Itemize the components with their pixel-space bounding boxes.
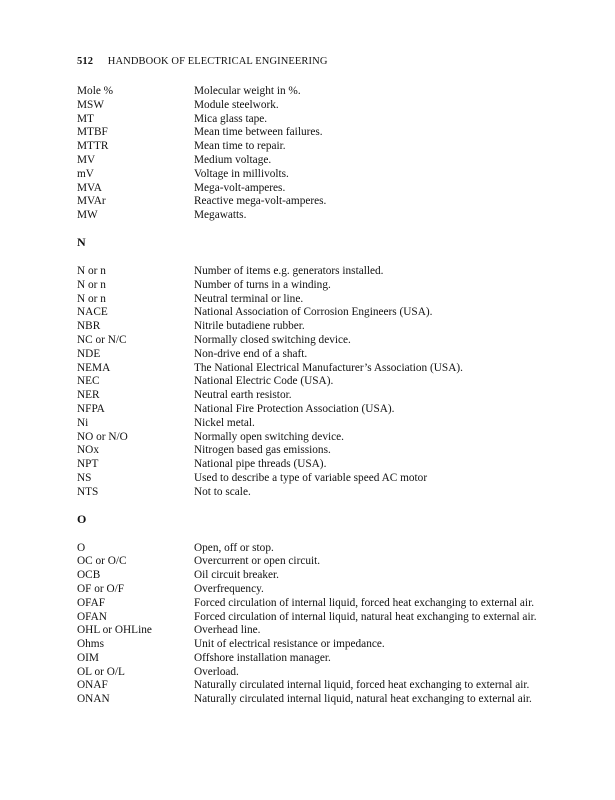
glossary-entry xyxy=(77,168,557,182)
abbreviation-definition: Normally open switching device. xyxy=(194,430,344,443)
abbreviation-term: NBR xyxy=(77,320,101,333)
glossary-entry xyxy=(77,348,557,362)
abbreviation-definition: Forced circulation of internal liquid, natural heat exchanging to external air. xyxy=(194,610,537,623)
abbreviation-term: OHL or OHLine xyxy=(77,624,152,637)
glossary-entry xyxy=(77,154,557,168)
abbreviation-definition: National pipe threads (USA). xyxy=(194,458,327,471)
abbreviation-definition: Open, off or stop. xyxy=(194,541,274,554)
abbreviation-list xyxy=(77,85,557,707)
glossary-entry xyxy=(77,126,557,140)
glossary-entry xyxy=(77,542,557,556)
abbreviation-definition: Overcurrent or open circuit. xyxy=(194,555,321,568)
abbreviation-definition: Unit of electrical resistance or impedance. xyxy=(194,638,385,651)
abbreviation-term: ONAF xyxy=(77,679,108,692)
abbreviation-definition: Megawatts. xyxy=(194,209,247,222)
abbreviation-term: N or n xyxy=(77,264,106,277)
glossary-entry xyxy=(77,417,557,431)
abbreviation-definition: Neutral terminal or line. xyxy=(194,292,304,305)
abbreviation-term: NPT xyxy=(77,458,99,471)
abbreviation-definition: Not to scale. xyxy=(194,485,251,498)
abbreviation-definition: Reactive mega-volt-amperes. xyxy=(194,195,327,208)
glossary-entry xyxy=(77,113,557,127)
abbreviation-definition: Voltage in millivolts. xyxy=(194,167,289,180)
glossary-entry xyxy=(77,458,557,472)
glossary-entry xyxy=(77,597,557,611)
abbreviation-term: NACE xyxy=(77,306,108,319)
abbreviation-term: MT xyxy=(77,112,94,125)
abbreviation-term: MV xyxy=(77,153,96,166)
abbreviation-term: Ohms xyxy=(77,638,104,651)
book-title: HANDBOOK OF ELECTRICAL ENGINEERING xyxy=(107,56,328,67)
abbreviation-term: MTTR xyxy=(77,140,109,153)
glossary-entry xyxy=(77,679,557,693)
glossary-entry xyxy=(77,486,557,500)
abbreviation-term: mV xyxy=(77,167,94,180)
abbreviation-term: MVAr xyxy=(77,195,106,208)
abbreviation-definition: Nitrogen based gas emissions. xyxy=(194,444,331,457)
glossary-entry xyxy=(77,472,557,486)
abbreviation-term: OFAF xyxy=(77,596,106,609)
abbreviation-term: OCB xyxy=(77,569,101,582)
abbreviation-definition: National Association of Corrosion Engineers (USA). xyxy=(194,306,433,319)
abbreviation-definition: Overload. xyxy=(194,665,239,678)
abbreviation-term: N or n xyxy=(77,278,106,291)
abbreviation-term: N or n xyxy=(77,292,106,305)
abbreviation-term: NTS xyxy=(77,485,99,498)
abbreviation-term: NEC xyxy=(77,375,100,388)
abbreviation-definition: Module steelwork. xyxy=(194,98,279,111)
abbreviation-definition: Nickel metal. xyxy=(194,416,255,429)
abbreviation-definition: Number of items e.g. generators installed. xyxy=(194,264,384,277)
abbreviation-term: NO or N/O xyxy=(77,430,128,443)
abbreviation-term: OC or O/C xyxy=(77,555,127,568)
abbreviation-term: Mole % xyxy=(77,85,114,97)
abbreviation-definition: Naturally circulated internal liquid, natural heat exchanging to external air. xyxy=(194,693,532,706)
abbreviation-term: ONAN xyxy=(77,693,110,706)
glossary-entry xyxy=(77,85,557,99)
abbreviation-term: MW xyxy=(77,209,98,222)
abbreviation-definition: Normally closed switching device. xyxy=(194,333,351,346)
glossary-entry xyxy=(77,583,557,597)
glossary-entry xyxy=(77,444,557,458)
abbreviation-term: OFAN xyxy=(77,610,107,623)
abbreviation-definition: Mica glass tape. xyxy=(194,112,268,125)
abbreviation-term: NC or N/C xyxy=(77,333,127,346)
abbreviation-definition: Naturally circulated internal liquid, forced heat exchanging to external air. xyxy=(194,679,530,692)
glossary-entry xyxy=(77,362,557,376)
abbreviation-definition: Oil circuit breaker. xyxy=(194,569,280,582)
abbreviation-definition: Forced circulation of internal liquid, forced heat exchanging to external air. xyxy=(194,596,535,609)
abbreviation-definition: Molecular weight in %. xyxy=(194,85,301,97)
abbreviation-definition: Nitrile butadiene rubber. xyxy=(194,320,305,333)
glossary-entry xyxy=(77,652,557,666)
abbreviation-definition: Medium voltage. xyxy=(194,153,272,166)
abbreviation-term: OIM xyxy=(77,651,99,664)
glossary-entry xyxy=(77,293,557,307)
abbreviation-term: O xyxy=(77,541,86,554)
glossary-entry xyxy=(77,99,557,113)
glossary-entry xyxy=(77,334,557,348)
abbreviation-term: MTBF xyxy=(77,126,108,139)
glossary-entry xyxy=(77,624,557,638)
abbreviation-term: MVA xyxy=(77,181,102,194)
glossary-entry xyxy=(77,693,557,707)
glossary-entry xyxy=(77,375,557,389)
abbreviation-term: OF or O/F xyxy=(77,582,125,595)
glossary-entry xyxy=(77,209,557,223)
abbreviation-definition: Neutral earth resistor. xyxy=(194,389,292,402)
abbreviation-definition: Overfrequency. xyxy=(194,582,264,595)
abbreviation-definition: National Fire Protection Association (USA). xyxy=(194,402,395,415)
abbreviation-definition: Mean time to repair. xyxy=(194,140,286,153)
abbreviation-definition: Number of turns in a winding. xyxy=(194,278,331,291)
glossary-entry xyxy=(77,555,557,569)
abbreviation-term: NS xyxy=(77,471,92,484)
glossary-entry xyxy=(77,195,557,209)
abbreviation-definition: Used to describe a type of variable speed AC motor xyxy=(194,471,428,484)
section-letter-heading: N xyxy=(77,234,86,249)
abbreviation-definition: Non-drive end of a shaft. xyxy=(194,347,308,360)
glossary-entry xyxy=(77,638,557,652)
abbreviation-definition: Overhead line. xyxy=(194,624,261,637)
glossary-entry xyxy=(77,403,557,417)
abbreviation-definition: Mean time between failures. xyxy=(194,126,323,139)
abbreviation-term: NFPA xyxy=(77,402,105,415)
glossary-entry xyxy=(77,265,557,279)
abbreviation-term: NEMA xyxy=(77,361,111,374)
section-letter-heading: O xyxy=(77,511,87,526)
glossary-entry xyxy=(77,279,557,293)
running-head xyxy=(77,56,328,67)
page-number: 512 xyxy=(77,56,94,67)
glossary-entry xyxy=(77,140,557,154)
abbreviation-term: OL or O/L xyxy=(77,665,125,678)
glossary-entry xyxy=(77,611,557,625)
glossary-entry xyxy=(77,306,557,320)
glossary-entry xyxy=(77,182,557,196)
abbreviation-term: MSW xyxy=(77,98,104,111)
abbreviation-term: NOx xyxy=(77,444,99,457)
abbreviation-definition: National Electric Code (USA). xyxy=(194,375,334,388)
glossary-entry xyxy=(77,389,557,403)
abbreviation-definition: Mega-volt-amperes. xyxy=(194,181,286,194)
abbreviation-term: NDE xyxy=(77,347,101,360)
glossary-entry xyxy=(77,431,557,445)
abbreviation-term: NER xyxy=(77,389,100,402)
abbreviation-term: Ni xyxy=(77,416,89,429)
abbreviation-definition: The National Electrical Manufacturer’s Association (USA). xyxy=(194,361,463,374)
abbreviation-definition: Offshore installation manager. xyxy=(194,651,331,664)
glossary-entry xyxy=(77,666,557,680)
glossary-entry xyxy=(77,569,557,583)
glossary-entry xyxy=(77,320,557,334)
